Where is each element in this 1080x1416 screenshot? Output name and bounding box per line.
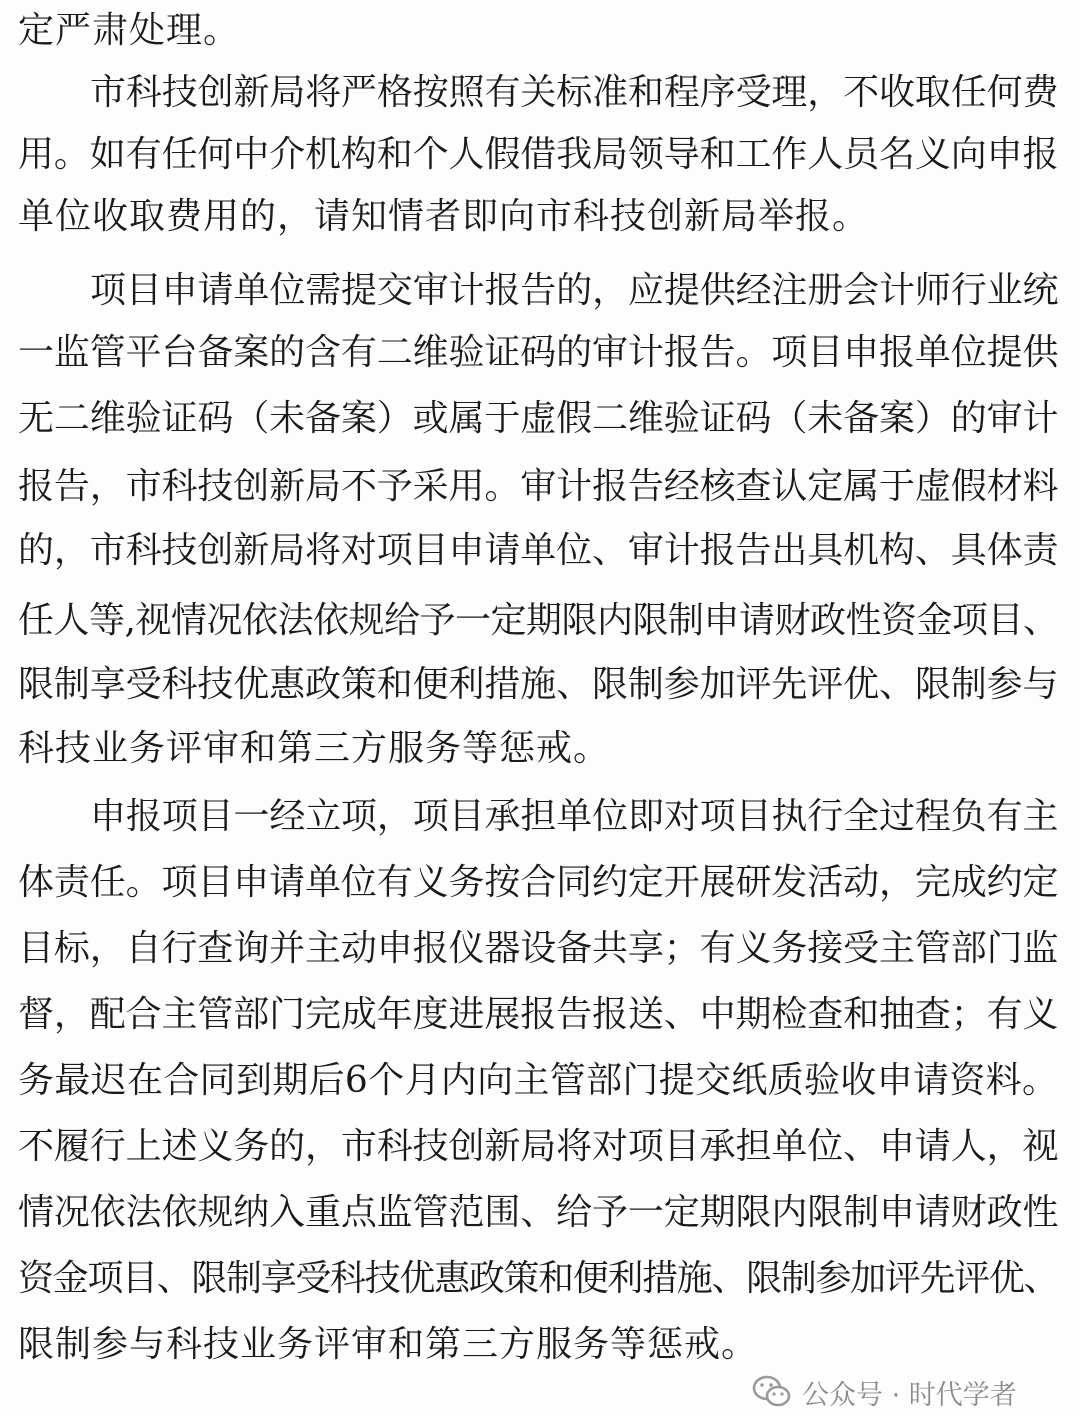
text-line: 用。如有任何中介机构和个人假借我局领导和工作人员名义向申报 (18, 134, 1058, 175)
text-line: 项目申请单位需提交审计报告的，应提供经注册会计师行业统 (90, 270, 1058, 311)
text-line: 限制参与科技业务评审和第三方服务等惩戒。 (18, 1324, 759, 1365)
text-line: 资金项目、限制享受科技优惠政策和便利措施、限制参加评先评优、 (18, 1258, 1058, 1299)
text-line: 的，市科技创新局将对项目申请单位、审计报告出具机构、具体责 (18, 530, 1058, 571)
text-line: 定严肃处理。 (18, 10, 241, 51)
text-line: 申报项目一经立项，项目承担单位即对项目执行全过程负有主 (90, 796, 1058, 837)
text-line: 务最迟在合同到期后6个月内向主管部门提交纸质验收申请资料。 (18, 1060, 1058, 1101)
text-line: 体责任。项目申请单位有义务按合同约定开展研发活动，完成约定 (18, 862, 1058, 903)
text-line: 单位收取费用的，请知情者即向市科技创新局举报。 (18, 196, 870, 237)
text-line: 市科技创新局将严格按照有关标准和程序受理，不收取任何费 (90, 72, 1058, 113)
text-line: 情况依法依规纳入重点监管范围、给予一定期限内限制申请财政性 (18, 1192, 1058, 1233)
text-line: 督，配合主管部门完成年度进展报告报送、中期检查和抽查；有义 (18, 994, 1058, 1035)
text-line: 无二维验证码（未备案）或属于虚假二维验证码（未备案）的审计 (18, 398, 1058, 439)
text-line: 限制享受科技优惠政策和便利措施、限制参加评先评优、限制参与 (18, 664, 1058, 705)
wechat-official-account-icon (752, 1375, 792, 1409)
text-line: 目标，自行查询并主动申报仪器设备共享；有义务接受主管部门监 (18, 928, 1058, 969)
text-line: 任人等,视情况依法依规给予一定期限内限制申请财政性资金项目、 (18, 600, 1059, 641)
watermark-text: 公众号 · 时代学者 (802, 1379, 1017, 1411)
text-line: 科技业务评审和第三方服务等惩戒。 (18, 728, 611, 769)
text-line: 一监管平台备案的含有二维验证码的审计报告。项目申报单位提供 (18, 332, 1058, 373)
text-line: 报告，市科技创新局不予采用。审计报告经核查认定属于虚假材料 (18, 466, 1058, 507)
watermark (752, 1372, 1017, 1412)
text-line: 不履行上述义务的，市科技创新局将对项目承担单位、申请人，视 (18, 1126, 1058, 1167)
